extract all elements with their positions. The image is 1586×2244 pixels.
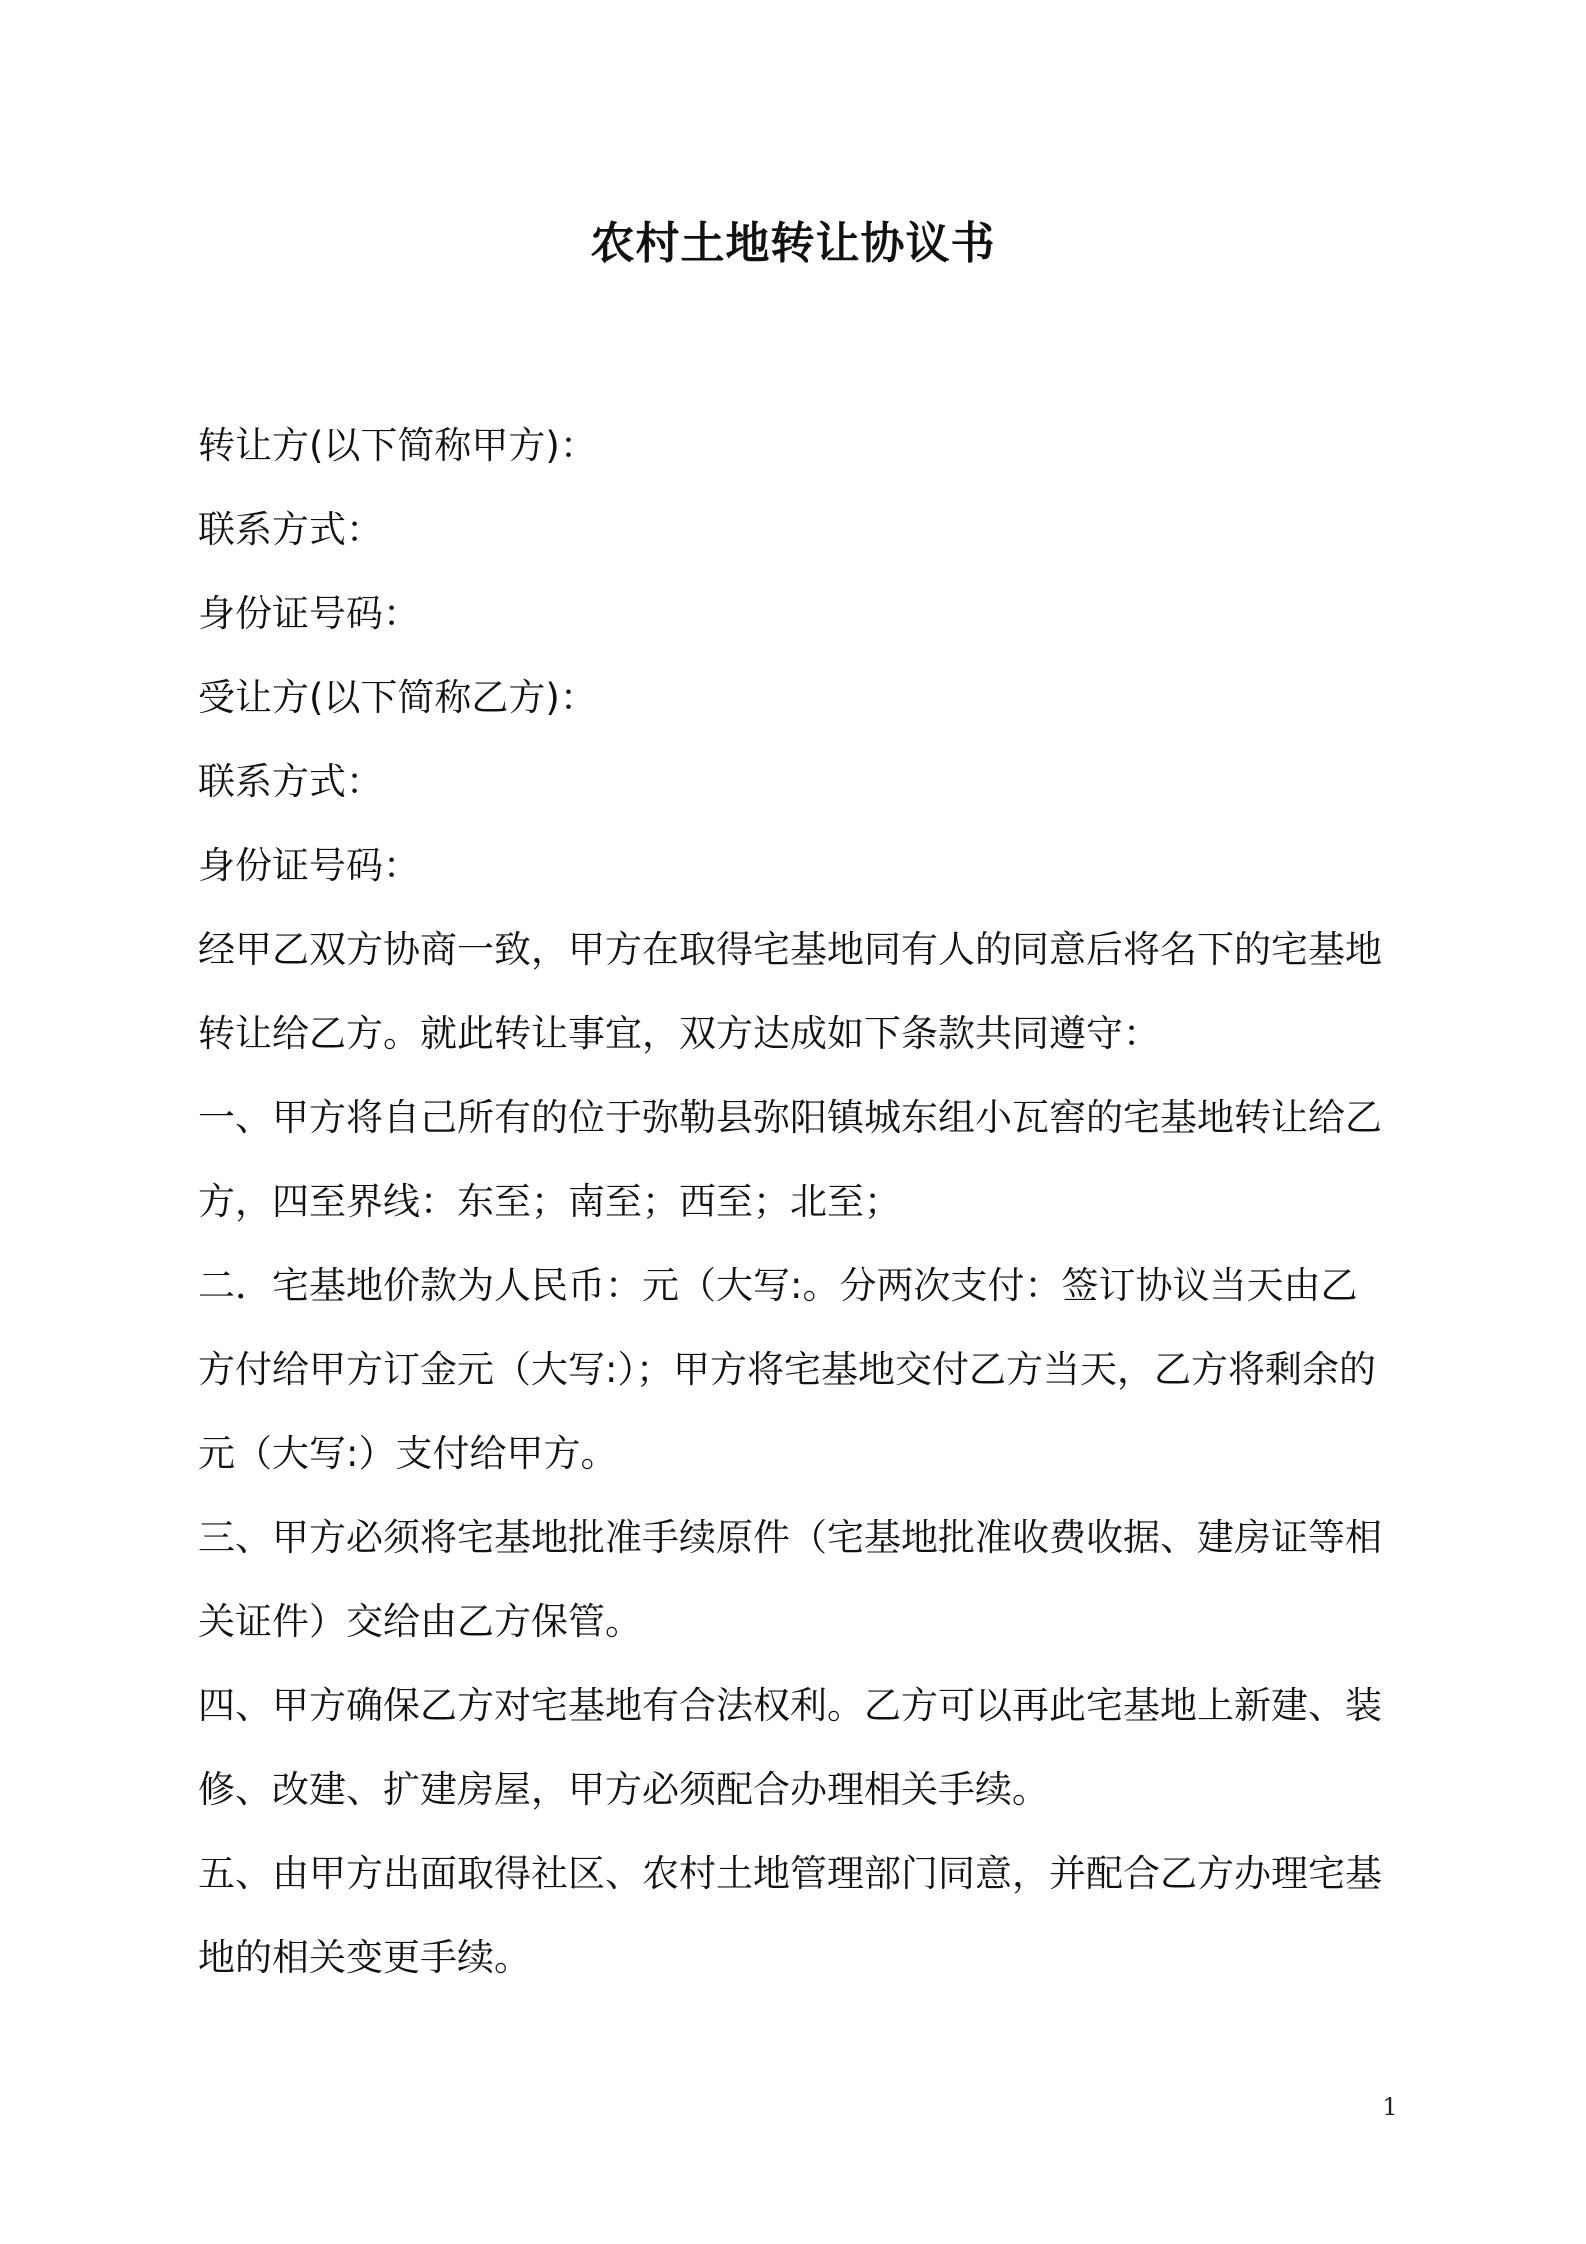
transferor-id-label: 身份证号码： <box>198 592 420 635</box>
clause-4-line-1: 四、甲方确保乙方对宅基地有合法权利。乙方可以再此宅基地上新建、装 <box>198 1684 1382 1727</box>
transferee-label: 受让方(以下简称乙方)： <box>198 676 597 719</box>
page-number: 1 <box>1382 2093 1398 2121</box>
clause-2-line-3: 元（大写:）支付给甲方。 <box>198 1432 618 1475</box>
preamble-line-1: 经甲乙双方协商一致，甲方在取得宅基地同有人的同意后将名下的宅基地 <box>198 928 1382 971</box>
clause-2-line-2: 方付给甲方订金元（大写:）；甲方将宅基地交付乙方当天，乙方将剩余的 <box>198 1348 1376 1391</box>
document-title: 农村土地转让协议书 <box>590 218 996 269</box>
transferor-label: 转让方(以下简称甲方)： <box>198 424 597 467</box>
preamble-line-2: 转让给乙方。就此转让事宜，双方达成如下条款共同遵守： <box>198 1012 1160 1055</box>
clause-1-line-1: 一、甲方将自己所有的位于弥勒县弥阳镇城东组小瓦窖的宅基地转让给乙 <box>198 1096 1382 1139</box>
transferee-contact-label: 联系方式： <box>198 760 383 803</box>
clause-4-line-2: 修、改建、扩建房屋，甲方必须配合办理相关手续。 <box>198 1768 1049 1811</box>
transferee-id-label: 身份证号码： <box>198 844 420 887</box>
clause-5-line-1: 五、由甲方出面取得社区、农村土地管理部门同意，并配合乙方办理宅基 <box>198 1852 1382 1895</box>
clause-1-line-2: 方，四至界线：东至；南至；西至；北至； <box>198 1180 901 1223</box>
clause-3-line-2: 关证件）交给由乙方保管。 <box>198 1600 642 1643</box>
document-body <box>198 404 1408 2000</box>
clause-2-line-1: 二．宅基地价款为人民币：元（大写:。分两次支付：签订协议当天由乙 <box>198 1264 1358 1307</box>
clause-5-line-2: 地的相关变更手续。 <box>198 1936 531 1979</box>
transferor-contact-label: 联系方式： <box>198 508 383 551</box>
clause-3-line-1: 三、甲方必须将宅基地批准手续原件（宅基地批准收费收据、建房证等相 <box>198 1516 1382 1559</box>
